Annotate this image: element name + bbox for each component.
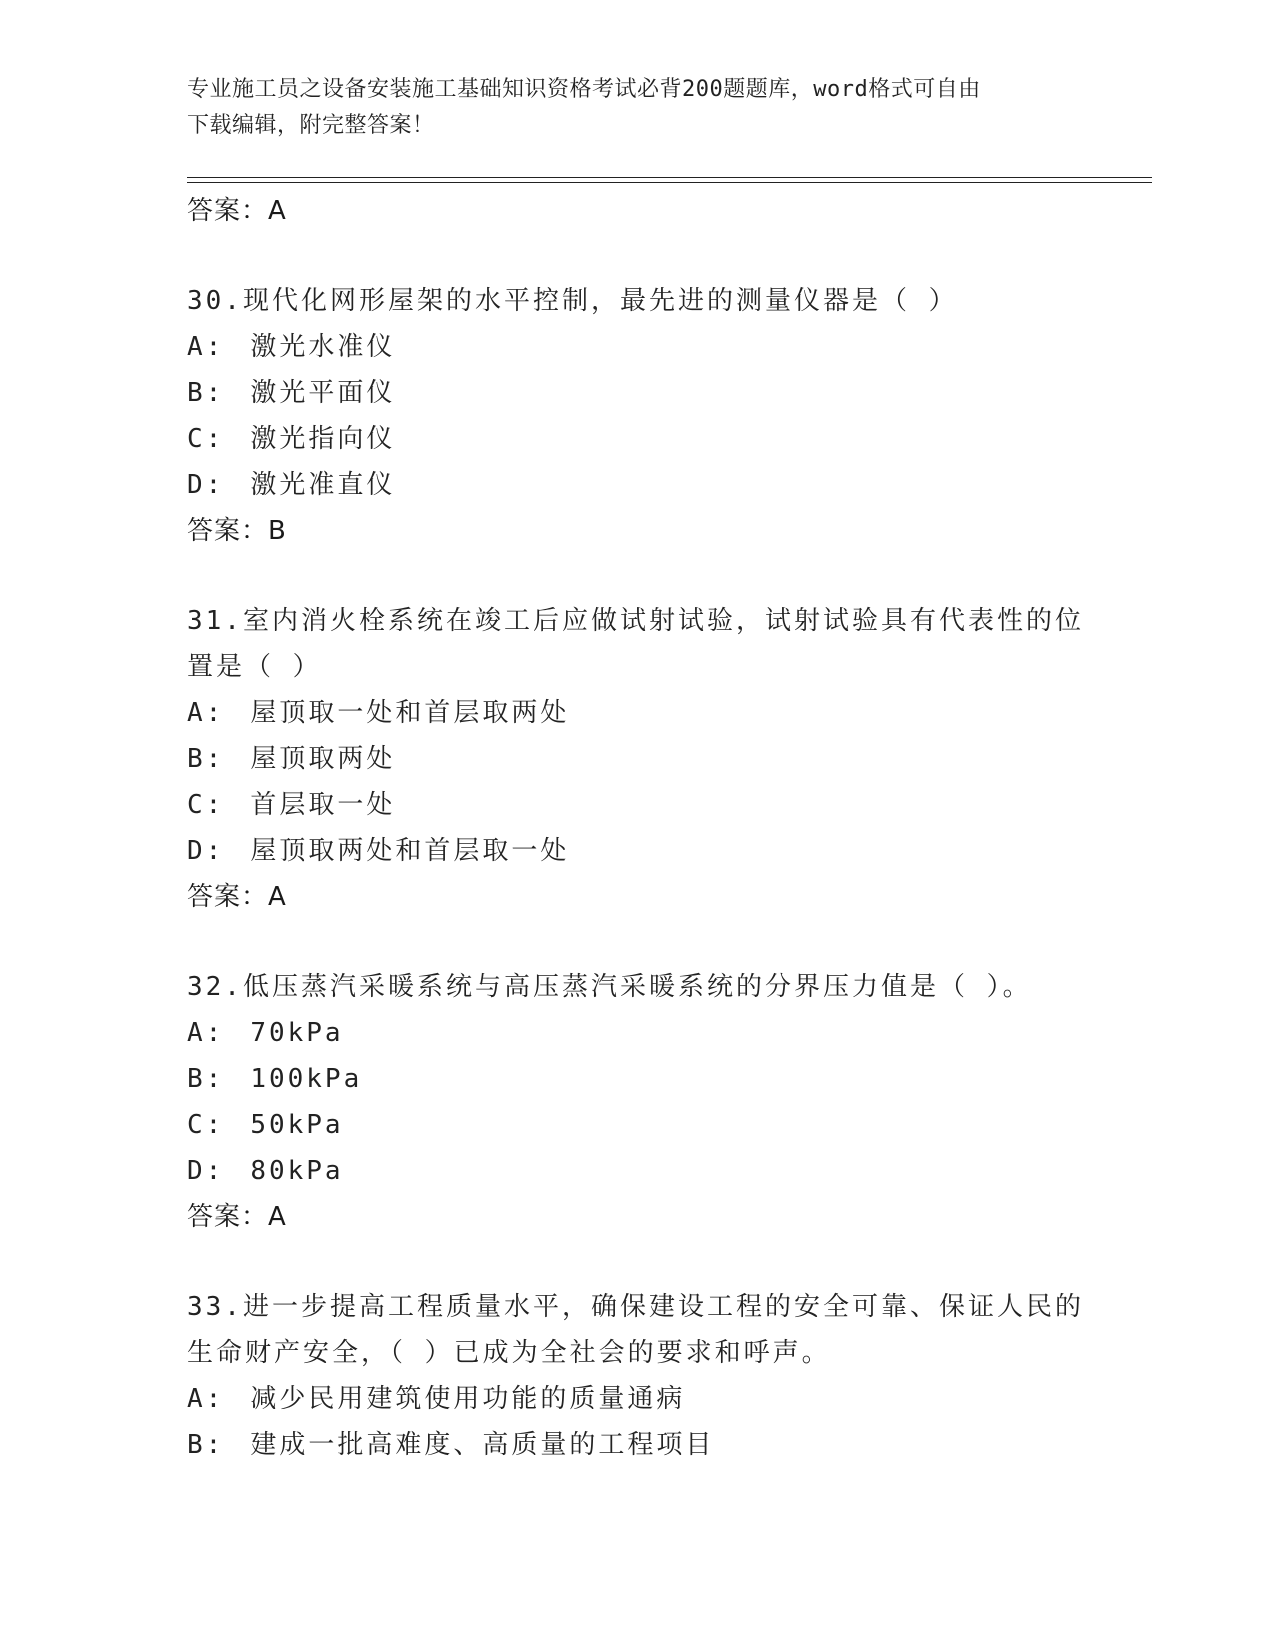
option-text: 激光水准仪 xyxy=(250,332,396,362)
question-text: 30.现代化网形屋架的水平控制，最先进的测量仪器是（ ） xyxy=(187,286,958,316)
option-b xyxy=(187,1422,1107,1468)
option-letter: A: xyxy=(187,1018,225,1048)
option-text: 首层取一处 xyxy=(250,790,396,820)
question-text-line: 置是（ ） xyxy=(187,652,322,682)
option-a xyxy=(187,1376,1107,1422)
answer-line: 答案：A xyxy=(187,882,287,912)
document-content xyxy=(187,188,1107,1468)
option-text: 激光指向仪 xyxy=(250,424,396,454)
option-text: 减少民用建筑使用功能的质量通病 xyxy=(250,1384,686,1414)
option-d xyxy=(187,1148,1107,1194)
question-text xyxy=(187,598,1107,690)
answer-line: 答案：B xyxy=(187,516,287,546)
option-c xyxy=(187,1102,1107,1148)
question-block xyxy=(187,278,1107,554)
header-divider-bottom xyxy=(187,182,1152,183)
option-text: 激光平面仪 xyxy=(250,378,396,408)
question-text: 32.低压蒸汽采暖系统与高压蒸汽采暖系统的分界压力值是（ ）。 xyxy=(187,972,1032,1002)
header-divider-top xyxy=(187,177,1152,178)
option-c xyxy=(187,782,1107,828)
option-letter: A: xyxy=(187,1384,225,1414)
option-letter: C: xyxy=(187,424,225,454)
option-text: 建成一批高难度、高质量的工程项目 xyxy=(250,1430,715,1460)
question-text xyxy=(187,1284,1107,1376)
option-text: 100kPa xyxy=(250,1064,363,1094)
option-letter: C: xyxy=(187,790,225,820)
option-text: 50kPa xyxy=(250,1110,344,1140)
option-letter: A: xyxy=(187,332,225,362)
document-header xyxy=(187,72,1067,144)
question-block xyxy=(187,598,1107,920)
answer-line: 答案：A xyxy=(187,1202,287,1232)
option-b xyxy=(187,736,1107,782)
option-letter: D: xyxy=(187,836,225,866)
option-letter: B: xyxy=(187,1430,225,1460)
option-text: 激光准直仪 xyxy=(250,470,396,500)
option-text: 屋顶取一处和首层取两处 xyxy=(250,698,570,728)
option-letter: D: xyxy=(187,470,225,500)
option-letter: B: xyxy=(187,744,225,774)
option-text: 70kPa xyxy=(250,1018,344,1048)
option-letter: C: xyxy=(187,1110,225,1140)
option-text: 屋顶取两处 xyxy=(250,744,396,774)
option-letter: A: xyxy=(187,698,225,728)
answer-line: 答案：A xyxy=(187,196,287,226)
question-block xyxy=(187,964,1107,1240)
option-d xyxy=(187,462,1107,508)
option-c xyxy=(187,416,1107,462)
header-line-1: 专业施工员之设备安装施工基础知识资格考试必背200题题库，word格式可自由 xyxy=(187,77,981,102)
option-letter: B: xyxy=(187,378,225,408)
option-b xyxy=(187,370,1107,416)
question-text-line: 31.室内消火栓系统在竣工后应做试射试验，试射试验具有代表性的位 xyxy=(187,606,1084,636)
header-line-2: 下载编辑，附完整答案！ xyxy=(187,113,435,138)
option-text: 80kPa xyxy=(250,1156,344,1186)
question-text-line: 生命财产安全，（ ）已成为全社会的要求和呼声。 xyxy=(187,1338,831,1368)
question-text-line: 33.进一步提高工程质量水平，确保建设工程的安全可靠、保证人民的 xyxy=(187,1292,1084,1322)
option-letter: D: xyxy=(187,1156,225,1186)
option-d xyxy=(187,828,1107,874)
option-text: 屋顶取两处和首层取一处 xyxy=(250,836,570,866)
option-b xyxy=(187,1056,1107,1102)
option-a xyxy=(187,690,1107,736)
option-a xyxy=(187,1010,1107,1056)
option-a xyxy=(187,324,1107,370)
option-letter: B: xyxy=(187,1064,225,1094)
question-block xyxy=(187,1284,1107,1468)
